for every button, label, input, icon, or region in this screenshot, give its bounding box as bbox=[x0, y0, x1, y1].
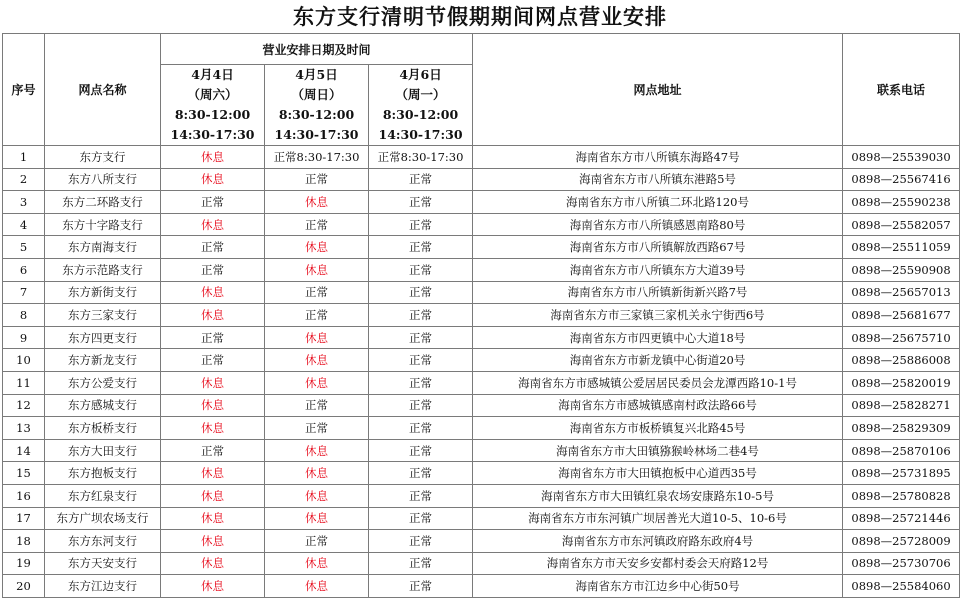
cell-address: 海南省东方市大田镇抱板中心道西35号 bbox=[473, 462, 843, 485]
table-row bbox=[3, 417, 960, 440]
cell-phone: 0898—25590908 bbox=[843, 258, 960, 281]
cell-address: 海南省东方市东河镇政府路东政府4号 bbox=[473, 530, 843, 553]
cell-day-2-status: 休息 bbox=[265, 507, 369, 530]
cell-day-1-status: 休息 bbox=[161, 168, 265, 191]
cell-day-2-status: 休息 bbox=[265, 484, 369, 507]
cell-address: 海南省东方市八所镇二环北路120号 bbox=[473, 191, 843, 214]
cell-index: 5 bbox=[3, 236, 45, 259]
cell-day-2-status: 休息 bbox=[265, 349, 369, 372]
cell-branch-name: 东方板桥支行 bbox=[45, 417, 161, 440]
cell-index: 3 bbox=[3, 191, 45, 214]
header-day-2 bbox=[265, 65, 369, 146]
cell-branch-name: 东方红泉支行 bbox=[45, 484, 161, 507]
cell-day-2-status: 休息 bbox=[265, 191, 369, 214]
cell-day-1-status: 休息 bbox=[161, 371, 265, 394]
cell-day-3-status: 正常 bbox=[369, 326, 473, 349]
cell-day-1-status: 休息 bbox=[161, 530, 265, 553]
cell-branch-name: 东方江边支行 bbox=[45, 575, 161, 598]
day-1-afternoon: 14:30-17:30 bbox=[170, 127, 255, 142]
table-row bbox=[3, 484, 960, 507]
cell-day-1-status: 休息 bbox=[161, 417, 265, 440]
cell-day-1-status: 正常 bbox=[161, 349, 265, 372]
cell-address: 海南省东方市八所镇东方大道39号 bbox=[473, 258, 843, 281]
cell-day-3-status: 正常 bbox=[369, 213, 473, 236]
header-index: 序号 bbox=[3, 34, 45, 146]
cell-phone: 0898—25582057 bbox=[843, 213, 960, 236]
cell-phone: 0898—25584060 bbox=[843, 575, 960, 598]
cell-day-3-status: 正常 bbox=[369, 530, 473, 553]
cell-day-3-status: 正常 bbox=[369, 191, 473, 214]
cell-index: 4 bbox=[3, 213, 45, 236]
cell-branch-name: 东方三家支行 bbox=[45, 304, 161, 327]
table-row bbox=[3, 552, 960, 575]
cell-branch-name: 东方示范路支行 bbox=[45, 258, 161, 281]
cell-branch-name: 东方新龙支行 bbox=[45, 349, 161, 372]
day-1-weekday: （周六） bbox=[187, 87, 238, 102]
cell-index: 18 bbox=[3, 530, 45, 553]
table-row bbox=[3, 462, 960, 485]
cell-day-2-status: 正常 bbox=[265, 168, 369, 191]
cell-day-2-status: 正常 bbox=[265, 304, 369, 327]
cell-day-2-status: 休息 bbox=[265, 575, 369, 598]
cell-day-1-status: 正常 bbox=[161, 439, 265, 462]
cell-branch-name: 东方公爱支行 bbox=[45, 371, 161, 394]
table-row bbox=[3, 575, 960, 598]
table-row bbox=[3, 168, 960, 191]
schedule-table bbox=[2, 33, 960, 598]
cell-day-3-status: 正常 bbox=[369, 394, 473, 417]
cell-index: 17 bbox=[3, 507, 45, 530]
cell-day-1-status: 休息 bbox=[161, 462, 265, 485]
cell-address: 海南省东方市八所镇感恩南路80号 bbox=[473, 213, 843, 236]
cell-address: 海南省东方市新龙镇中心街道20号 bbox=[473, 349, 843, 372]
day-3-afternoon: 14:30-17:30 bbox=[378, 127, 463, 142]
cell-day-1-status: 休息 bbox=[161, 552, 265, 575]
cell-index: 16 bbox=[3, 484, 45, 507]
cell-day-3-status: 正常 bbox=[369, 462, 473, 485]
cell-phone: 0898—25820019 bbox=[843, 371, 960, 394]
table-row bbox=[3, 191, 960, 214]
cell-phone: 0898—25870106 bbox=[843, 439, 960, 462]
cell-index: 11 bbox=[3, 371, 45, 394]
header-schedule-group: 营业安排日期及时间 bbox=[161, 34, 473, 65]
cell-day-3-status: 正常 bbox=[369, 281, 473, 304]
cell-phone: 0898—25721446 bbox=[843, 507, 960, 530]
cell-address: 海南省东方市八所镇解放西路67号 bbox=[473, 236, 843, 259]
cell-day-3-status: 正常 bbox=[369, 417, 473, 440]
cell-phone: 0898—25886008 bbox=[843, 349, 960, 372]
cell-index: 9 bbox=[3, 326, 45, 349]
cell-address: 海南省东方市八所镇新街新兴路7号 bbox=[473, 281, 843, 304]
cell-day-2-status: 正常 bbox=[265, 281, 369, 304]
cell-day-3-status: 正常 bbox=[369, 484, 473, 507]
header-branch-name: 网点名称 bbox=[45, 34, 161, 146]
cell-index: 20 bbox=[3, 575, 45, 598]
cell-index: 8 bbox=[3, 304, 45, 327]
cell-phone: 0898—25657013 bbox=[843, 281, 960, 304]
cell-index: 1 bbox=[3, 146, 45, 169]
day-3-date: 4月6日 bbox=[399, 67, 442, 82]
cell-day-1-status: 休息 bbox=[161, 146, 265, 169]
day-2-afternoon: 14:30-17:30 bbox=[274, 127, 359, 142]
cell-day-3-status: 正常 bbox=[369, 439, 473, 462]
page-title: 东方支行清明节假期期间网点营业安排 bbox=[293, 4, 667, 29]
cell-phone: 0898—25511059 bbox=[843, 236, 960, 259]
cell-day-1-status: 休息 bbox=[161, 484, 265, 507]
cell-phone: 0898—25829309 bbox=[843, 417, 960, 440]
cell-address: 海南省东方市东河镇广坝居善光大道10-5、10-6号 bbox=[473, 507, 843, 530]
cell-index: 15 bbox=[3, 462, 45, 485]
table-header bbox=[3, 34, 960, 146]
cell-phone: 0898—25728009 bbox=[843, 530, 960, 553]
cell-address: 海南省东方市四更镇中心大道18号 bbox=[473, 326, 843, 349]
cell-day-3-status: 正常8:30-17:30 bbox=[369, 146, 473, 169]
cell-index: 10 bbox=[3, 349, 45, 372]
cell-day-3-status: 正常 bbox=[369, 349, 473, 372]
cell-branch-name: 东方八所支行 bbox=[45, 168, 161, 191]
day-3-morning: 8:30-12:00 bbox=[382, 107, 459, 122]
cell-branch-name: 东方广坝农场支行 bbox=[45, 507, 161, 530]
cell-index: 6 bbox=[3, 258, 45, 281]
day-2-morning: 8:30-12:00 bbox=[278, 107, 355, 122]
day-2-date: 4月5日 bbox=[295, 67, 338, 82]
cell-day-2-status: 休息 bbox=[265, 236, 369, 259]
header-address: 网点地址 bbox=[473, 34, 843, 146]
cell-day-2-status: 休息 bbox=[265, 258, 369, 281]
cell-branch-name: 东方感城支行 bbox=[45, 394, 161, 417]
table-row bbox=[3, 530, 960, 553]
cell-day-3-status: 正常 bbox=[369, 236, 473, 259]
table-row bbox=[3, 304, 960, 327]
cell-day-2-status: 正常 bbox=[265, 394, 369, 417]
table-row bbox=[3, 236, 960, 259]
cell-day-2-status: 休息 bbox=[265, 371, 369, 394]
table-row bbox=[3, 326, 960, 349]
cell-day-3-status: 正常 bbox=[369, 575, 473, 598]
day-2-weekday: （周日） bbox=[291, 87, 342, 102]
cell-index: 14 bbox=[3, 439, 45, 462]
cell-phone: 0898—25730706 bbox=[843, 552, 960, 575]
table-row bbox=[3, 349, 960, 372]
cell-address: 海南省东方市江边乡中心街50号 bbox=[473, 575, 843, 598]
cell-day-2-status: 休息 bbox=[265, 439, 369, 462]
header-day-3 bbox=[369, 65, 473, 146]
cell-address: 海南省东方市天安乡安都村委会天府路12号 bbox=[473, 552, 843, 575]
cell-index: 13 bbox=[3, 417, 45, 440]
table-row bbox=[3, 213, 960, 236]
cell-day-1-status: 休息 bbox=[161, 575, 265, 598]
cell-day-2-status: 正常 bbox=[265, 213, 369, 236]
cell-day-2-status: 休息 bbox=[265, 462, 369, 485]
cell-address: 海南省东方市大田镇猕猴岭林场二巷4号 bbox=[473, 439, 843, 462]
day-3-weekday: （周一） bbox=[395, 87, 446, 102]
table-row bbox=[3, 507, 960, 530]
table-row bbox=[3, 394, 960, 417]
cell-day-1-status: 休息 bbox=[161, 394, 265, 417]
cell-branch-name: 东方支行 bbox=[45, 146, 161, 169]
cell-day-1-status: 正常 bbox=[161, 258, 265, 281]
cell-day-3-status: 正常 bbox=[369, 168, 473, 191]
cell-address: 海南省东方市三家镇三家机关永宁街西6号 bbox=[473, 304, 843, 327]
cell-index: 7 bbox=[3, 281, 45, 304]
cell-day-1-status: 休息 bbox=[161, 213, 265, 236]
cell-branch-name: 东方十字路支行 bbox=[45, 213, 161, 236]
table-row bbox=[3, 281, 960, 304]
cell-phone: 0898—25567416 bbox=[843, 168, 960, 191]
cell-branch-name: 东方新街支行 bbox=[45, 281, 161, 304]
header-day-1 bbox=[161, 65, 265, 146]
day-1-morning: 8:30-12:00 bbox=[174, 107, 251, 122]
cell-day-2-status: 正常 bbox=[265, 417, 369, 440]
cell-day-1-status: 休息 bbox=[161, 281, 265, 304]
cell-phone: 0898—25828271 bbox=[843, 394, 960, 417]
table-row bbox=[3, 258, 960, 281]
cell-phone: 0898—25539030 bbox=[843, 146, 960, 169]
cell-address: 海南省东方市感城镇感南村政法路66号 bbox=[473, 394, 843, 417]
cell-day-3-status: 正常 bbox=[369, 552, 473, 575]
table-body bbox=[3, 146, 960, 598]
cell-branch-name: 东方大田支行 bbox=[45, 439, 161, 462]
cell-phone: 0898—25681677 bbox=[843, 304, 960, 327]
cell-day-2-status: 正常8:30-17:30 bbox=[265, 146, 369, 169]
cell-phone: 0898—25780828 bbox=[843, 484, 960, 507]
cell-branch-name: 东方南海支行 bbox=[45, 236, 161, 259]
cell-day-2-status: 休息 bbox=[265, 326, 369, 349]
cell-phone: 0898—25731895 bbox=[843, 462, 960, 485]
cell-address: 海南省东方市感城镇公爱居居民委员会龙潭西路10-1号 bbox=[473, 371, 843, 394]
table-row bbox=[3, 146, 960, 169]
table-row bbox=[3, 371, 960, 394]
cell-index: 2 bbox=[3, 168, 45, 191]
cell-branch-name: 东方二环路支行 bbox=[45, 191, 161, 214]
cell-day-1-status: 正常 bbox=[161, 236, 265, 259]
cell-address: 海南省东方市八所镇东港路5号 bbox=[473, 168, 843, 191]
cell-phone: 0898—25675710 bbox=[843, 326, 960, 349]
cell-phone: 0898—25590238 bbox=[843, 191, 960, 214]
cell-day-2-status: 休息 bbox=[265, 552, 369, 575]
cell-day-1-status: 正常 bbox=[161, 191, 265, 214]
cell-day-1-status: 休息 bbox=[161, 507, 265, 530]
cell-address: 海南省东方市八所镇东海路47号 bbox=[473, 146, 843, 169]
cell-day-3-status: 正常 bbox=[369, 371, 473, 394]
cell-day-3-status: 正常 bbox=[369, 507, 473, 530]
cell-day-3-status: 正常 bbox=[369, 304, 473, 327]
day-1-date: 4月4日 bbox=[191, 67, 234, 82]
cell-address: 海南省东方市板桥镇复兴北路45号 bbox=[473, 417, 843, 440]
cell-branch-name: 东方东河支行 bbox=[45, 530, 161, 553]
cell-branch-name: 东方天安支行 bbox=[45, 552, 161, 575]
cell-address: 海南省东方市大田镇红泉农场安康路东10-5号 bbox=[473, 484, 843, 507]
cell-day-2-status: 正常 bbox=[265, 530, 369, 553]
cell-index: 12 bbox=[3, 394, 45, 417]
cell-day-1-status: 正常 bbox=[161, 326, 265, 349]
cell-branch-name: 东方四更支行 bbox=[45, 326, 161, 349]
cell-branch-name: 东方抱板支行 bbox=[45, 462, 161, 485]
table-row bbox=[3, 439, 960, 462]
cell-day-3-status: 正常 bbox=[369, 258, 473, 281]
cell-day-1-status: 休息 bbox=[161, 304, 265, 327]
header-phone: 联系电话 bbox=[843, 34, 960, 146]
cell-index: 19 bbox=[3, 552, 45, 575]
